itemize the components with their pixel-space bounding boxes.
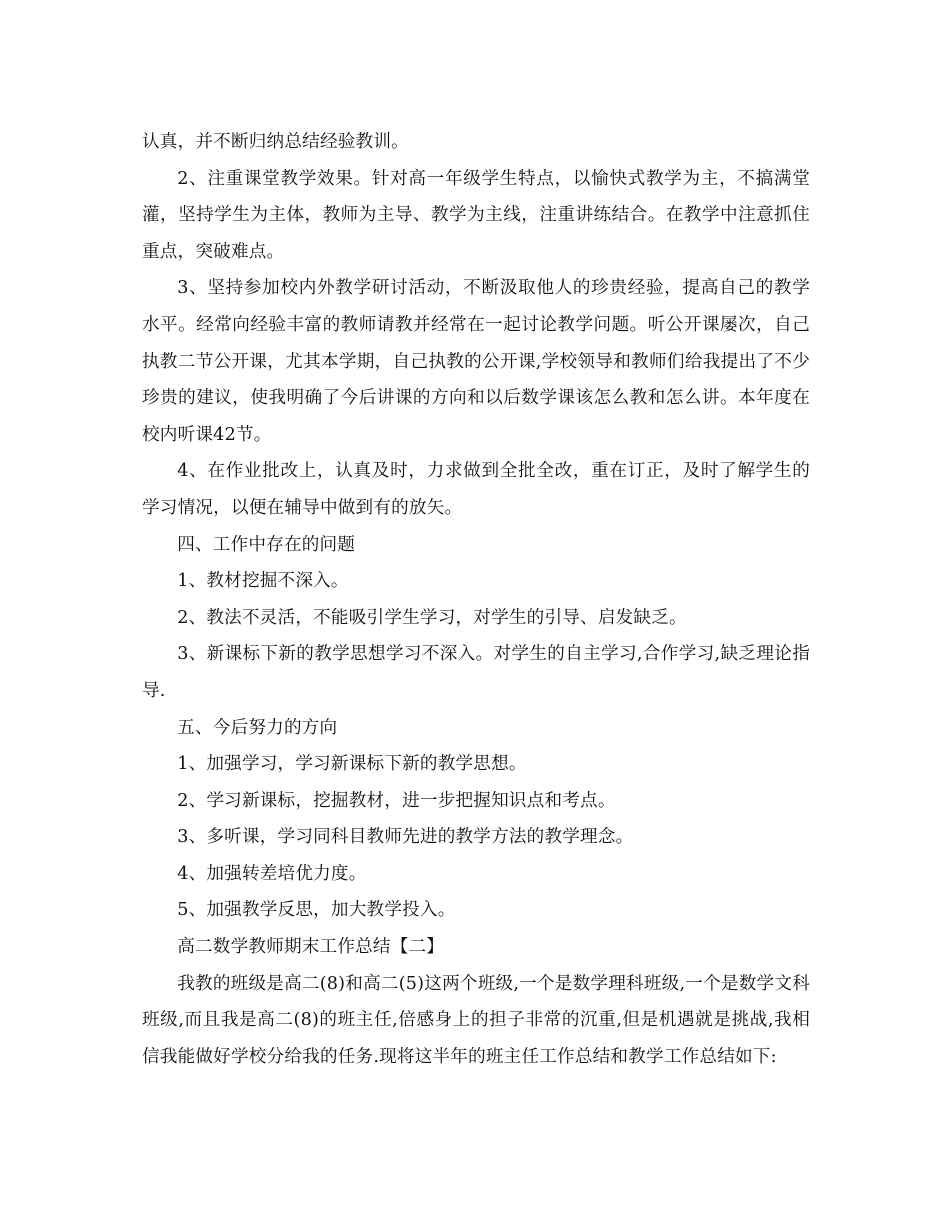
direction-item-4: 4、加强转差培优力度。 [177, 863, 367, 884]
paragraph-item-4-homework-grading: 4、在作业批改上，认真及时，力求做到全批全改，重在订正，及时了解学生的学习情况，以便在辅导中做到有的放矢。 [142, 461, 810, 518]
paragraph-item-3-research-activities: 3、坚持参加校内外教学研讨活动，不断汲取他人的珍贵经验，提高自己的教学水平。经常向经验丰富的教师请教并经常在一起讨论教学问题。听公开课屡次，自己执教二节公开课，尤其本学期，自己执教的公开课,学校领导和教师们给我提出了不少珍贵的建议，使我明确了今后讲课的方向和以后数学课该怎么教和怎么讲。本年度在校内听课42节。 [142, 278, 810, 445]
section-heading-problems: 四、工作中存在的问题 [177, 534, 356, 555]
direction-item-3: 3、多听课，学习同科目教师先进的教学方法的教学理念。 [177, 827, 634, 848]
section-heading-future-direction: 五、今后努力的方向 [177, 717, 338, 738]
problem-item-1: 1、教材挖掘不深入。 [177, 571, 349, 592]
direction-item-2: 2、学习新课标，挖掘教材，进一步把握知识点和考点。 [177, 790, 616, 811]
document-body [142, 124, 810, 1075]
problem-item-3: 3、新课标下新的教学思想学习不深入。对学生的自主学习,合作学习,缺乏理论指导. [142, 644, 810, 701]
direction-item-5: 5、加强教学反思，加大教学投入。 [177, 900, 456, 921]
paragraph-item-2-teaching-effect: 2、注重课堂教学效果。针对高一年级学生特点，以愉快式教学为主，不搞满堂灌，坚持学生为主体，教师为主导、教学为主线，注重讲练结合。在教学中注意抓住重点，突破难点。 [142, 168, 810, 262]
article-title-part-two: 高二数学教师期末工作总结【二】 [177, 937, 445, 958]
paragraph-intro-part-two: 我教的班级是高二(8)和高二(5)这两个班级,一个是数学理科班级,一个是数学文科班级,而且我是高二(8)的班主任,倍感身上的担子非常的沉重,但是机遇就是挑战,我相信我能做好学校分给我的任务.现将这半年的班主任工作总结和教学工作总结如下: [142, 973, 810, 1067]
paragraph-continuation: 认真，并不断归纳总结经验教训。 [142, 132, 409, 152]
problem-item-2: 2、教法不灵活，不能吸引学生学习，对学生的引导、启发缺乏。 [177, 607, 687, 628]
direction-item-1: 1、加强学习，学习新课标下新的教学思想。 [177, 754, 527, 775]
